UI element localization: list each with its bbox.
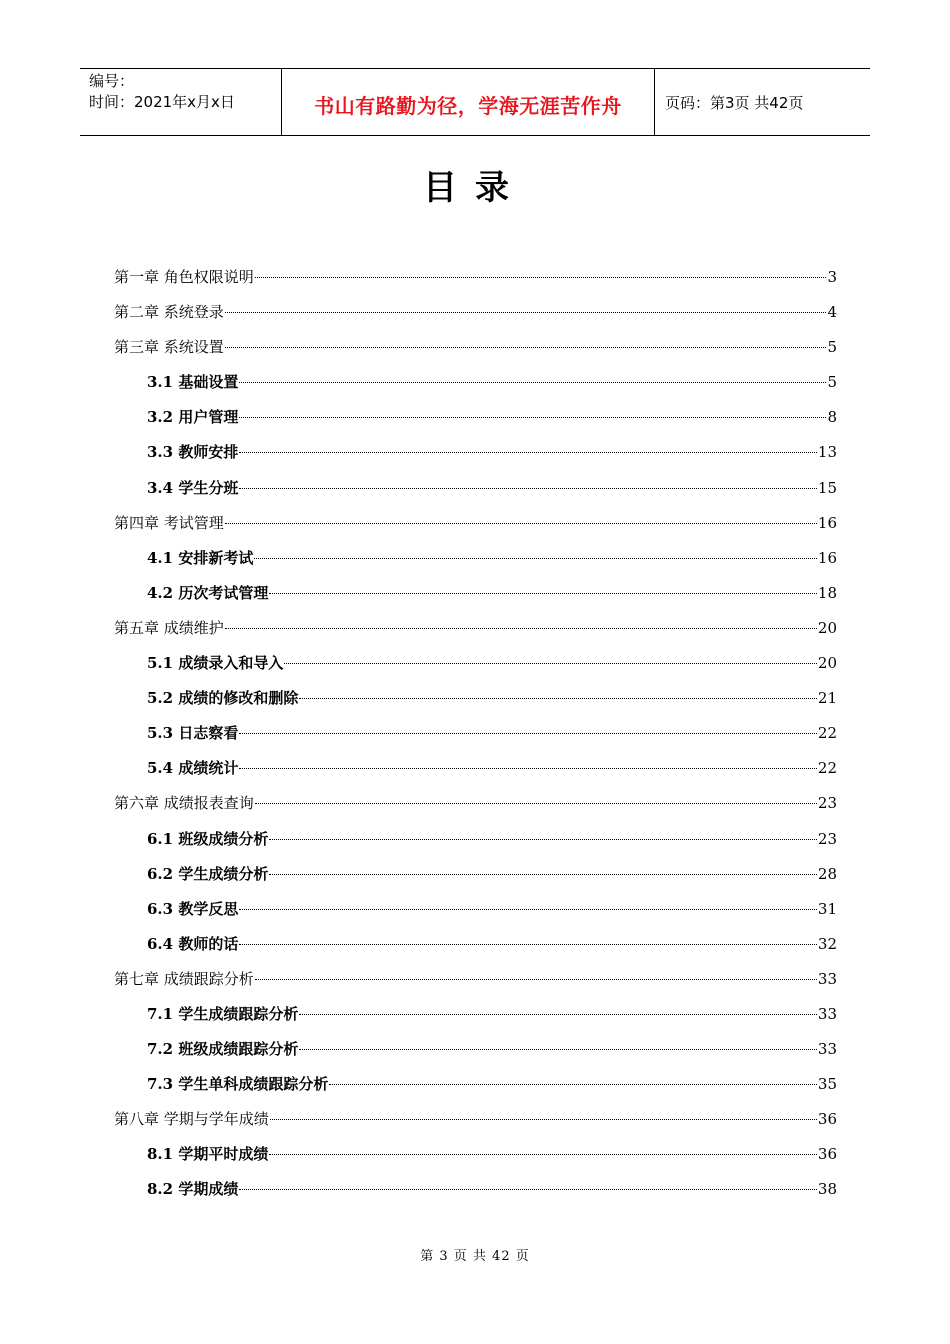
toc-entry-label: 第二章 系统登录: [114, 303, 224, 322]
toc-dot-leader: [269, 593, 817, 594]
toc-entry-label: 3.4 学生分班: [147, 478, 239, 497]
toc-section-entry[interactable]: [114, 892, 837, 927]
toc-entry-page: 20: [817, 654, 837, 673]
toc-dot-leader: [269, 874, 817, 875]
toc-entry-page: 13: [817, 443, 837, 462]
toc-section-entry[interactable]: [114, 822, 837, 857]
toc-entry-page: 22: [817, 759, 837, 778]
toc-chapter-entry[interactable]: [114, 260, 837, 295]
toc-entry-label: 8.2 学期成绩: [147, 1180, 239, 1199]
toc-chapter-entry[interactable]: [114, 295, 837, 330]
toc-dot-leader: [239, 944, 817, 945]
page-footer: 第 3 页 共 42 页: [420, 1249, 530, 1264]
toc-entry-page: 3: [827, 268, 837, 286]
toc-entry-page: 21: [817, 689, 837, 708]
toc-entry-page: 35: [817, 1075, 837, 1094]
toc-dot-leader: [225, 523, 817, 524]
toc-section-entry[interactable]: [114, 751, 837, 786]
toc-dot-leader: [284, 663, 817, 664]
table-of-contents: [114, 260, 837, 1208]
toc-section-entry[interactable]: [114, 471, 837, 506]
toc-section-entry[interactable]: [114, 400, 837, 435]
toc-dot-leader: [329, 1084, 817, 1085]
toc-section-entry[interactable]: [114, 716, 837, 751]
toc-entry-label: 4.2 历次考试管理: [147, 583, 269, 602]
toc-entry-label: 8.1 学期平时成绩: [147, 1145, 269, 1164]
toc-entry-page: 38: [817, 1180, 837, 1199]
toc-entry-page: 4: [827, 303, 837, 322]
toc-dot-leader: [269, 1154, 817, 1155]
toc-entry-label: 7.2 班级成绩跟踪分析: [147, 1040, 299, 1059]
toc-entry-label: 4.1 安排新考试: [147, 548, 254, 567]
toc-section-entry[interactable]: [114, 997, 837, 1032]
toc-section-entry[interactable]: [114, 435, 837, 470]
toc-dot-leader: [299, 1014, 817, 1015]
toc-section-entry[interactable]: [114, 1067, 837, 1102]
toc-section-entry[interactable]: [114, 1137, 837, 1172]
toc-entry-page: 33: [817, 1040, 837, 1059]
toc-entry-page: 15: [817, 478, 837, 497]
toc-entry-label: 3.2 用户管理: [147, 408, 239, 427]
toc-section-entry[interactable]: [114, 927, 837, 962]
toc-dot-leader: [239, 1189, 817, 1190]
page-title: 目录: [423, 168, 527, 208]
toc-section-entry[interactable]: [114, 541, 837, 576]
toc-section-entry[interactable]: [114, 1172, 837, 1207]
toc-entry-label: 5.2 成绩的修改和删除: [147, 689, 299, 708]
toc-dot-leader: [299, 698, 817, 699]
toc-dot-leader: [255, 803, 817, 804]
toc-chapter-entry[interactable]: [114, 1102, 837, 1137]
toc-entry-page: 28: [817, 864, 837, 883]
toc-dot-leader: [255, 979, 817, 980]
toc-entry-label: 第六章 成绩报表查询: [114, 794, 254, 813]
toc-dot-leader: [225, 312, 827, 313]
toc-entry-label: 5.1 成绩录入和导入: [147, 654, 284, 673]
header-motto-cell: [282, 69, 655, 135]
toc-chapter-entry[interactable]: [114, 611, 837, 646]
toc-dot-leader: [239, 417, 826, 418]
toc-section-entry[interactable]: [114, 646, 837, 681]
toc-entry-page: 16: [817, 513, 837, 532]
toc-dot-leader: [239, 733, 817, 734]
toc-dot-leader: [239, 768, 817, 769]
toc-entry-page: 36: [817, 1145, 837, 1164]
toc-section-entry[interactable]: [114, 681, 837, 716]
toc-dot-leader: [239, 909, 817, 910]
toc-dot-leader: [225, 628, 817, 629]
toc-chapter-entry[interactable]: [114, 330, 837, 365]
toc-section-entry[interactable]: [114, 576, 837, 611]
toc-entry-label: 6.4 教师的话: [147, 934, 239, 953]
toc-entry-page: 22: [817, 724, 837, 743]
toc-entry-label: 7.1 学生成绩跟踪分析: [147, 1004, 299, 1023]
toc-entry-page: 23: [817, 794, 837, 813]
header-meta-cell: [80, 69, 282, 135]
toc-entry-page: 36: [817, 1110, 837, 1129]
motto-text: 书山有路勤为径，学海无涯苦作舟: [314, 93, 622, 118]
toc-entry-page: 33: [817, 969, 837, 988]
toc-entry-label: 第三章 系统设置: [114, 338, 224, 357]
toc-entry-page: 20: [817, 618, 837, 637]
toc-entry-label: 第七章 成绩跟踪分析: [114, 969, 254, 988]
toc-chapter-entry[interactable]: [114, 786, 837, 821]
toc-entry-label: 6.3 教学反思: [147, 899, 239, 918]
toc-entry-label: 6.1 班级成绩分析: [147, 829, 269, 848]
toc-entry-page: 8: [827, 408, 837, 427]
toc-entry-label: 5.4 成绩统计: [147, 759, 239, 778]
toc-entry-label: 第八章 学期与学年成绩: [114, 1110, 269, 1129]
toc-entry-page: 5: [827, 373, 837, 392]
toc-entry-page: 33: [817, 1004, 837, 1023]
toc-chapter-entry[interactable]: [114, 962, 837, 997]
toc-entry-label: 第一章 角色权限说明: [114, 268, 254, 286]
toc-entry-page: 23: [817, 829, 837, 848]
toc-entry-label: 6.2 学生成绩分析: [147, 864, 269, 883]
toc-section-entry[interactable]: [114, 365, 837, 400]
toc-dot-leader: [270, 1119, 817, 1120]
toc-dot-leader: [255, 277, 827, 278]
toc-entry-page: 18: [817, 583, 837, 602]
toc-section-entry[interactable]: [114, 857, 837, 892]
toc-entry-page: 31: [817, 899, 837, 918]
toc-entry-page: 16: [817, 548, 837, 567]
toc-entry-label: 3.1 基础设置: [147, 373, 239, 392]
toc-entry-label: 第四章 考试管理: [114, 513, 224, 532]
toc-entry-page: 5: [827, 338, 837, 357]
number-label: 编号：: [89, 72, 135, 90]
document-header: [80, 68, 870, 136]
toc-dot-leader: [239, 452, 817, 453]
date-label: 时间：2021年x月x日: [89, 93, 235, 111]
toc-section-entry[interactable]: [114, 1032, 837, 1067]
toc-entry-page: 32: [817, 934, 837, 953]
toc-entry-label: 7.3 学生单科成绩跟踪分析: [147, 1075, 329, 1094]
header-page-cell: [655, 69, 870, 135]
toc-entry-label: 3.3 教师安排: [147, 443, 239, 462]
toc-dot-leader: [239, 382, 826, 383]
toc-dot-leader: [299, 1049, 817, 1050]
toc-dot-leader: [269, 839, 817, 840]
toc-dot-leader: [225, 347, 827, 348]
toc-chapter-entry[interactable]: [114, 506, 837, 541]
toc-dot-leader: [239, 488, 817, 489]
toc-dot-leader: [254, 558, 817, 559]
page-info: 页码：第3页 共42页: [665, 93, 804, 112]
toc-entry-label: 5.3 日志察看: [147, 724, 239, 743]
toc-entry-label: 第五章 成绩维护: [114, 618, 224, 637]
